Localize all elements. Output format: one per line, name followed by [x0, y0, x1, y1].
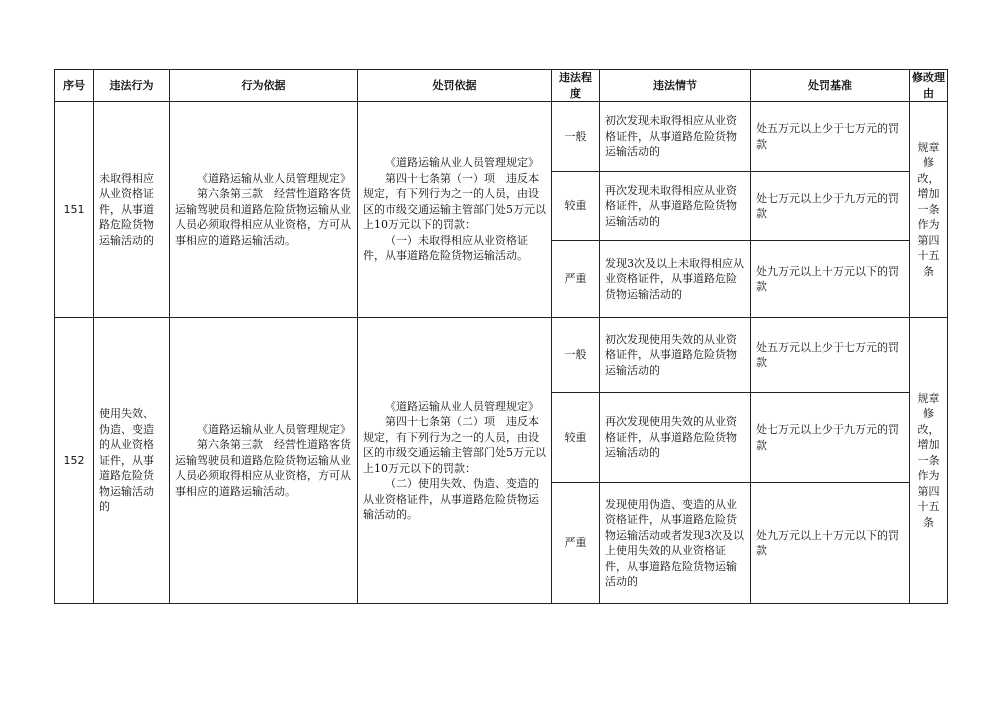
- degree-cell: 严重: [552, 241, 600, 318]
- degree-cell: 较重: [552, 172, 600, 241]
- circumstance-cell: 再次发现未取得相应从业资格证件，从事道路危险货物运输活动的: [600, 172, 751, 241]
- record-id: 152: [55, 318, 94, 604]
- penalty-basis: [358, 318, 552, 604]
- standard-cell: 处七万元以上少于九万元的罚款: [751, 172, 910, 241]
- basis-text: 第六条第三款 经营性道路客货运输驾驶员和道路危险货物运输从业人员必须取得相应从业资格，方可从事相应的道路运输活动。: [175, 438, 351, 498]
- violation-behavior: 未取得相应从业资格证件，从事道路危险货物运输活动的: [94, 102, 170, 318]
- header-circumstance: 违法情节: [600, 70, 751, 102]
- header-seq: 序号: [55, 70, 94, 102]
- header-standard: 处罚基准: [751, 70, 910, 102]
- header-row: [55, 70, 948, 102]
- standard-cell: 处七万元以上少于九万元的罚款: [751, 393, 910, 483]
- basis-title: 《道路运输从业人员管理规定》: [197, 171, 351, 185]
- header-degree: 违法程度: [552, 70, 600, 102]
- penalty-title: 《道路运输从业人员管理规定》: [385, 156, 539, 170]
- header-behavior: 违法行为: [94, 70, 170, 102]
- header-reason: 修改理由: [910, 70, 948, 102]
- penalty-text: 第四十七条第（一）项 违反本规定，有下列行为之一的人员，由设区的市级交通运输主管部门处5万元以上10万元以下的罚款：: [363, 171, 546, 232]
- degree-cell: 较重: [552, 393, 600, 483]
- basis-text: 第六条第三款 经营性道路客货运输驾驶员和道路危险货物运输从业人员必须取得相应从业资格，方可从事相应的道路运输活动。: [175, 187, 351, 247]
- circumstance-cell: 初次发现未取得相应从业资格证件，从事道路危险货物运输活动的: [600, 102, 751, 172]
- penalty-text: 第四十七条第（二）项 违反本规定，有下列行为之一的人员，由设区的市级交通运输主管部门处5万元以上10万元以下的罚款：: [363, 415, 546, 475]
- behavior-basis: [170, 102, 358, 318]
- circumstance-cell: 初次发现使用失效的从业资格证件，从事道路危险货物运输活动的: [600, 318, 751, 393]
- standard-cell: 处五万元以上少于七万元的罚款: [751, 318, 910, 393]
- modification-reason: 规章修改，增加一条作为第四十五条: [910, 102, 948, 318]
- penalty-item: （一）未取得相应从业资格证件，从事道路危险货物运输活动。: [363, 233, 528, 263]
- header-penalty-basis: 处罚依据: [358, 70, 552, 102]
- standard-cell: 处九万元以上十万元以下的罚款: [751, 483, 910, 604]
- circumstance-cell: 再次发现使用失效的从业资格证件，从事道路危险货物运输活动的: [600, 393, 751, 483]
- table-row: [55, 318, 948, 393]
- penalty-standard-table: [54, 69, 948, 604]
- penalty-item: （二）使用失效、伪造、变造的从业资格证件，从事道路危险货物运输活动的。: [363, 477, 539, 521]
- header-basis: 行为依据: [170, 70, 358, 102]
- basis-title: 《道路运输从业人员管理规定》: [197, 422, 351, 436]
- circumstance-cell: 发现3次及以上未取得相应从业资格证件，从事道路危险货物运输活动的: [600, 241, 751, 318]
- record-id: 151: [55, 102, 94, 318]
- degree-cell: 一般: [552, 102, 600, 172]
- penalty-title: 《道路运输从业人员管理规定》: [385, 399, 539, 413]
- behavior-basis: [170, 318, 358, 604]
- degree-cell: 一般: [552, 318, 600, 393]
- standard-cell: 处九万元以上十万元以下的罚款: [751, 241, 910, 318]
- standard-cell: 处五万元以上少于七万元的罚款: [751, 102, 910, 172]
- penalty-basis: [358, 102, 552, 318]
- modification-reason: 规章修改，增加一条作为第四十五条: [910, 318, 948, 604]
- degree-cell: 严重: [552, 483, 600, 604]
- circumstance-cell: 发现使用伪造、变造的从业资格证件，从事道路危险货物运输活动或者发现3次及以上使用失效的从业资格证件，从事道路危险货物运输活动的: [600, 483, 751, 604]
- violation-behavior: 使用失效、伪造、变造的从业资格证件，从事道路危险货物运输活动的: [94, 318, 170, 604]
- table-row: [55, 102, 948, 172]
